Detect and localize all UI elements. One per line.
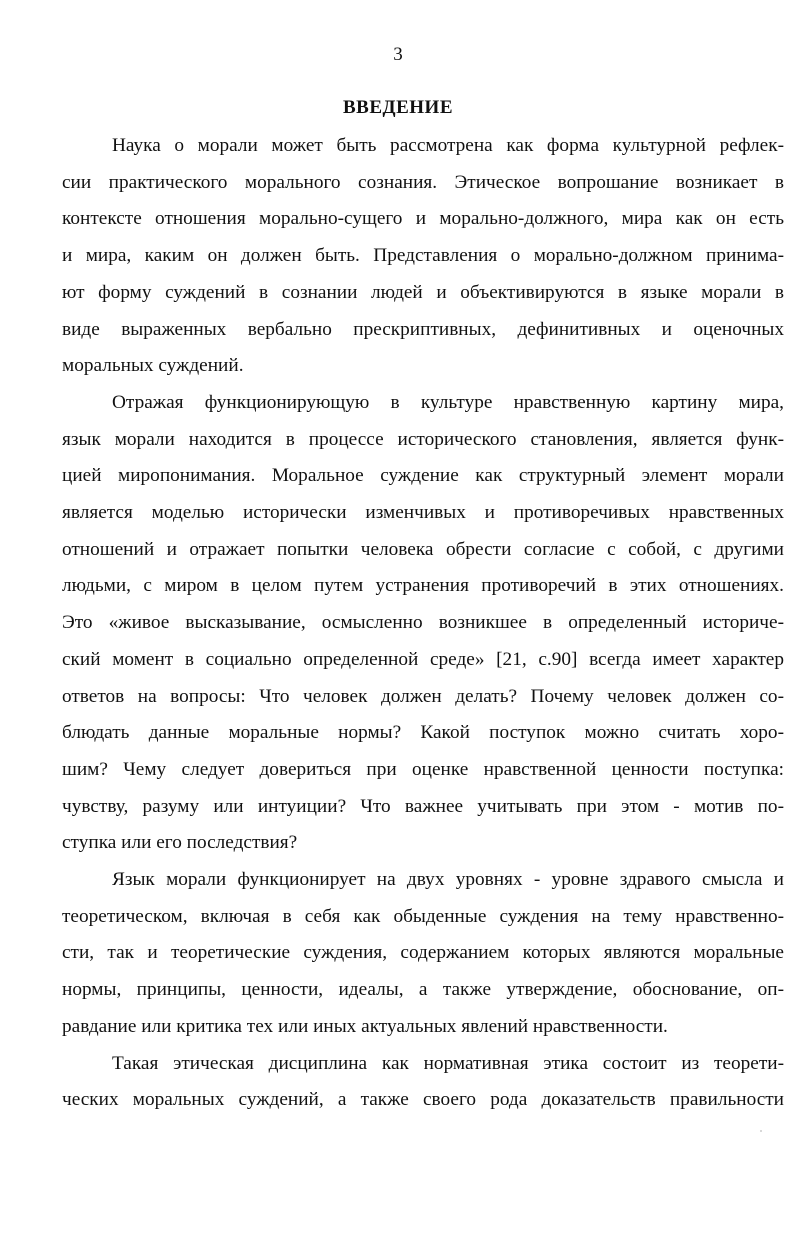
text-line: блюдать данные моральные нормы? Какой поступок можно считать хоро- bbox=[62, 722, 784, 744]
page-title: ВВЕДЕНИЕ bbox=[343, 97, 453, 118]
text-line: Такая этическая дисциплина как нормативная этика состоит из теорети- bbox=[112, 1052, 784, 1074]
text-line: и мира, каким он должен быть. Представления о морально-должном принима- bbox=[62, 245, 784, 267]
text-line: ступка или его последствия? bbox=[62, 832, 298, 854]
text-line: виде выраженных вербально прескриптивных, дефинитивных и оценочных bbox=[62, 318, 784, 340]
text-line: людьми, с миром в целом путем устранения противоречий в этих отношениях. bbox=[62, 575, 784, 597]
text-line: является моделью исторически изменчивых и противоречивых нравственных bbox=[62, 502, 784, 524]
text-line: ответов на вопросы: Что человек должен делать? Почему человек должен со- bbox=[62, 685, 784, 707]
text-line: моральных суждений. bbox=[62, 355, 244, 377]
text-line: Отражая функционирующую в культуре нравственную картину мира, bbox=[112, 391, 784, 413]
paragraph-3 bbox=[62, 862, 784, 1046]
text-line: сти, так и теоретические суждения, содержанием которых являются моральные bbox=[62, 942, 784, 964]
text-line: шим? Чему следует довериться при оценке нравственной ценности поступка: bbox=[62, 758, 784, 780]
paragraph-2 bbox=[62, 385, 784, 862]
text-line: равдание или критика тех или иных актуальных явлений нравственности. bbox=[62, 1015, 668, 1037]
text-line: сии практического морального сознания. Этическое вопрошание возникает в bbox=[62, 171, 784, 193]
text-line: цией миропонимания. Моральное суждение как структурный элемент морали bbox=[62, 465, 784, 487]
text-line: отношений и отражает попытки человека обрести согласие с собой, с другими bbox=[62, 538, 784, 560]
text-line: ют форму суждений в сознании людей и объективируются в языке морали в bbox=[62, 281, 784, 303]
paragraph-4 bbox=[62, 1046, 784, 1119]
text-line: ский момент в социально определенной среде» [21, с.90] всегда имеет характер bbox=[62, 648, 784, 670]
paragraph-1 bbox=[62, 128, 784, 385]
text-line: чувству, разуму или интуиции? Что важнее учитывать при этом - мотив по- bbox=[62, 795, 784, 817]
text-line: теоретическом, включая в себя как обыденные суждения на тему нравственно- bbox=[62, 905, 784, 927]
text-line: Это «живое высказывание, осмысленно возникшее в определенный историче- bbox=[62, 612, 784, 634]
text-line: язык морали находится в процессе исторического становления, является функ- bbox=[62, 428, 784, 450]
text-line: Наука о морали может быть рассмотрена как форма культурной рефлек- bbox=[112, 135, 784, 156]
scan-speck bbox=[760, 1130, 762, 1132]
text-line: контексте отношения морально-сущего и морально-должного, мира как он есть bbox=[62, 208, 784, 230]
text-line: нормы, принципы, ценности, идеалы, а также утверждение, обоснование, оп- bbox=[62, 979, 784, 1001]
document-body bbox=[62, 128, 784, 1119]
text-line: Язык морали функционирует на двух уровнях - уровне здравого смысла и bbox=[112, 869, 784, 891]
text-line: ческих моральных суждений, а также своего рода доказательств правильности bbox=[62, 1089, 784, 1111]
page-number: 3 bbox=[393, 44, 403, 65]
